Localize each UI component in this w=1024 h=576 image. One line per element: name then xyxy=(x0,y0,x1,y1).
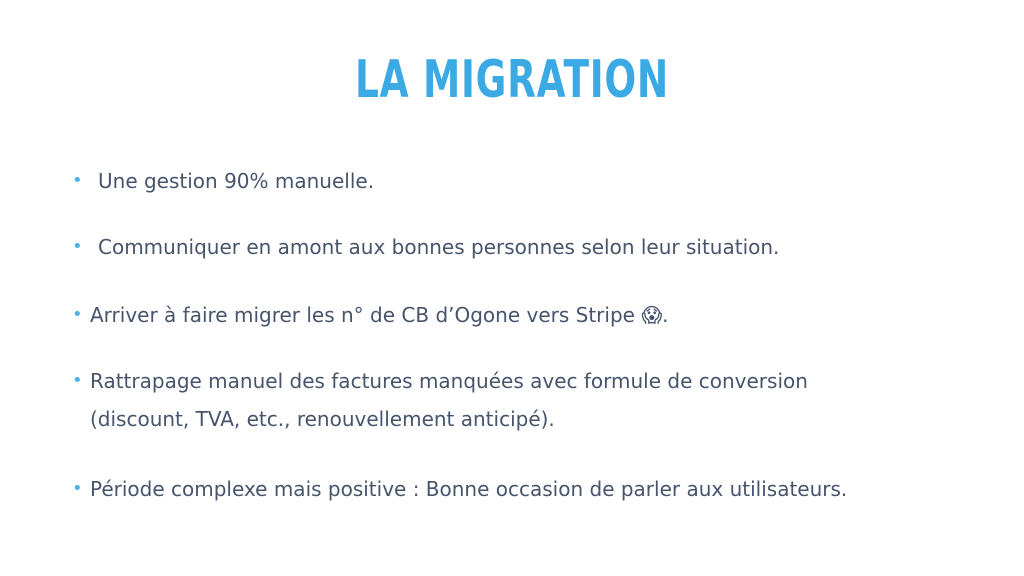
bullet-text: Une gestion 90% manuelle. xyxy=(98,169,375,193)
bullet-item xyxy=(72,470,847,508)
bullet-text: Arriver à faire migrer les n° de CB d’Ogone vers Stripe 😱. xyxy=(90,303,669,327)
bullet-text-continuation: (discount, TVA, etc., renouvellement anticipé). xyxy=(90,407,555,431)
bullet-text: Communiquer en amont aux bonnes personnes selon leur situation. xyxy=(98,235,780,259)
slide-title: LA MIGRATION xyxy=(355,50,669,110)
bullet-text: Période complexe mais positive : Bonne occasion de parler aux utilisateurs. xyxy=(90,477,848,501)
bullet-dot: • xyxy=(72,370,83,391)
bullet-item xyxy=(72,296,669,334)
bullet-item xyxy=(72,362,808,438)
bullet-dot: • xyxy=(72,170,83,191)
bullet-text: Rattrapage manuel des factures manquées avec formule de conversion xyxy=(90,369,808,393)
bullet-text-block xyxy=(90,362,808,438)
bullet-dot: • xyxy=(72,236,83,257)
bullet-item xyxy=(72,228,779,266)
bullet-dot: • xyxy=(72,478,83,499)
bullet-item xyxy=(72,162,374,200)
bullet-dot: • xyxy=(72,304,83,325)
